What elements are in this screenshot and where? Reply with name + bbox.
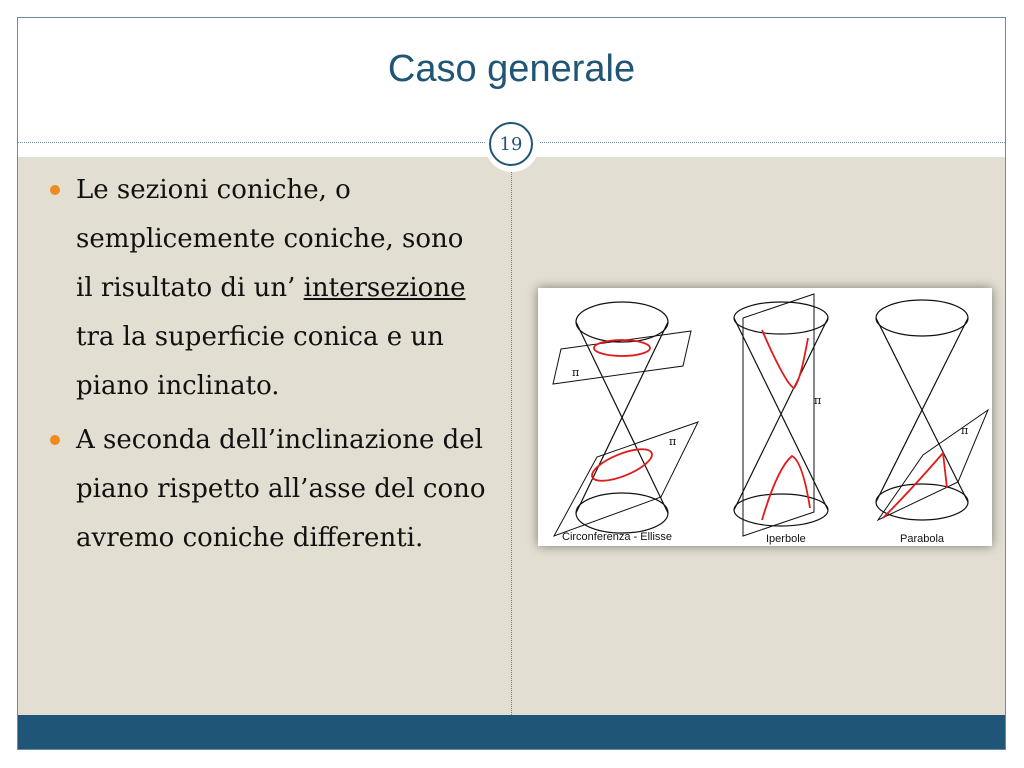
bullet-item xyxy=(48,416,488,563)
footer-bar xyxy=(18,715,1005,749)
underlined-term: intersezione xyxy=(303,273,466,303)
bullet-text: A seconda dell’inclinazione del piano rispetto all’asse del cono avremo coniche differenti. xyxy=(76,425,486,553)
plane-label: π xyxy=(572,366,580,379)
slide-title: Caso generale xyxy=(387,48,636,90)
bullet-list xyxy=(48,166,488,568)
caption-circle-ellipse: Circonferenza - Ellisse xyxy=(562,531,673,543)
cone-circle-ellipse xyxy=(553,302,698,536)
plane-label: π xyxy=(669,435,677,448)
caption-hyperbola: Iperbole xyxy=(766,533,806,545)
hyperbola-upper-branch xyxy=(762,330,808,388)
bullet-dot-icon xyxy=(50,435,60,445)
bullet-text-start: Le sezioni coniche, o semplicemente coniche, sono il risultato di un’ xyxy=(76,175,464,303)
plane-label: π xyxy=(814,394,822,407)
page-number: 19 xyxy=(489,122,533,166)
bullet-text-end: tra la superficie conica e un piano inclinato. xyxy=(76,322,444,401)
bullet-item xyxy=(48,166,488,411)
slide xyxy=(17,17,1006,750)
cone-parabola xyxy=(876,300,988,520)
conic-sections-diagram xyxy=(538,288,992,546)
cone-hyperbola xyxy=(734,294,828,536)
caption-parabola: Parabola xyxy=(900,533,945,545)
hyperbola-lower-branch xyxy=(762,456,810,520)
conic-sections-figure xyxy=(538,288,992,546)
plane-label: π xyxy=(961,424,969,437)
bullet-dot-icon xyxy=(50,185,60,195)
page-number-badge xyxy=(485,118,539,172)
column-separator xyxy=(511,157,512,717)
ellipse-section xyxy=(588,443,656,487)
